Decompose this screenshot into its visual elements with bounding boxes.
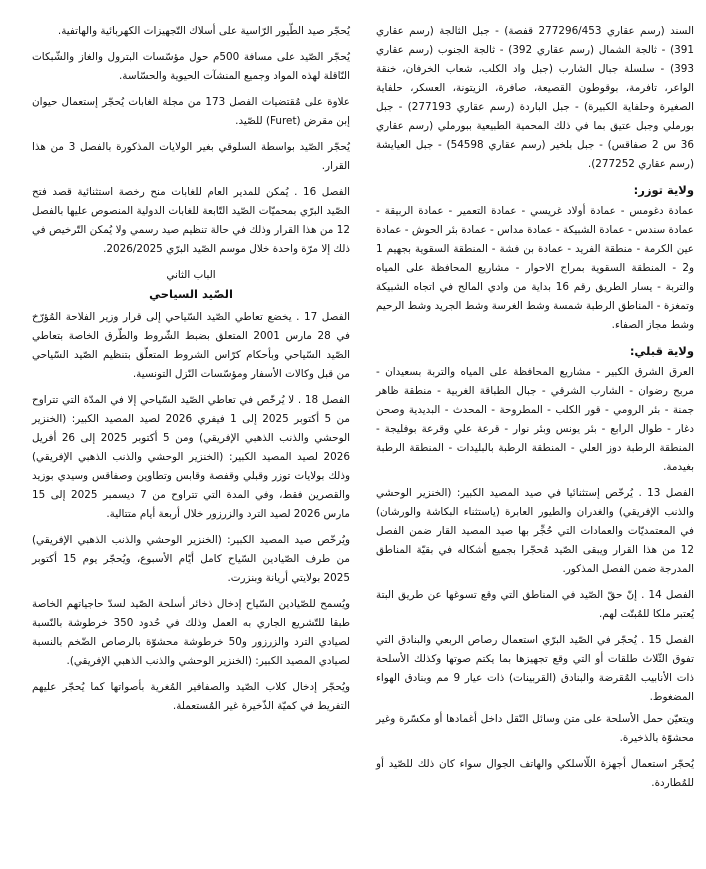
left-column xyxy=(32,22,350,723)
paragraph-chapter-18: الفصل 18 . لا يُرخّص في تعاطي الصّيد السّياحي إلا في المدّة التي تتراوح من 5 أكتوبر 2025 إلى 1 فيفري 2026 لصيد المصيد الكبير: (الخنزير الوحشي والذنب الذهبي الإفريقي) ومن 5 أكتوبر 2025 إلى 26 أفريل 2026 لصيد المصيد الكبير: (الخنزير الوحشي والذنب الذهبي الإفريقي) وذلك بولايات توزر وقبلي وقفصة وقابس وتطاوين وصفاقس وسيدي بوزيد والقصرين فقط، وفي المدة التي تتراوح من 7 ديسمبر 2025 إلى 15 مارس 2026 لصيد الترد والزرزور خلال أربعة أيام متتالية. xyxy=(32,394,351,520)
paragraph-tozeur-zones: عمادة دغومس - عمادة أولاد غريسي - عمادة التعمير - عمادة الربيقة - عمادة سندس - عمادة الشبيكة - عمادة مداس - عمادة بئر الحوش - عمادة عين الكرمة - منطقة الفريد - عمادة بن فشة - المنطقة السقوية بجهيم 1 و2 - المنطقة السقوية بمراح الاحوار - مشاريع المحافظة على المياه والتربة - يسار الطريق رقم 16 بداية من وادي المالح في اتجاه الشبيكة وتمغزة - المناطق الرطبة شمسة وشط الغرسة وشط الجريد وشط الرحيم وشط مجاز الصفاء. xyxy=(376,205,695,331)
paragraph-chapter-14: الفصل 14 . إنّ حقّ الصّيد في المناطق التي وقع تسوغها عن طريق البتة يُعتبر ملكا للمُبتّت لهم. xyxy=(376,589,695,620)
paragraph-500m-ban: يُحجّر الصّيد على مسافة 500م حول مؤسّسات البترول والغاز والشّبكات النّاقلة لهذه المواد وجميع المنشآت الحيوية والحسّاسة. xyxy=(32,51,350,82)
heading-tozeur: ولاية توزر: xyxy=(633,183,694,197)
paragraph-saluki-ban: يُحجّر الصّيد بواسطة السلوقي بغير الولايات المذكورة بالفصل 3 من هذا القرار. xyxy=(32,141,350,172)
part-title: الصّيد السياحي xyxy=(149,287,233,301)
paragraph-ferret-ban: علاوة على مُقتضيات الفصل 173 من مجلة الغابات يُحجّر إستعمال حيوان إبن مقرض (Furet) للصّيد. xyxy=(32,96,350,127)
paragraph-gafsa-mountains: السند (رسم عقاري 277296/453 قفصة) - جبل الثالجة (رسم عقاري 391) - ثالجة الشمال (رسم عقاري 392) - ثالجة الجنوب (رسم عقاري 393) - سلسلة جبال الشارب (جبل واد الكلب، شعاب الخرفان، خنقة الواعر، تافرمة، بوقوطون القصيعة، صافرة، الزيتونة، العسكر، حلفاية الصغيرة وحلفاية الكبيرة) - جبل الباردة (رسم عقاري 277193) - جبل بورملي وجبل عتيق بما في ذلك المحمية الطبيعية ببورملي (رسم عقاري 36 س 2 صفاقس) - جبل بلخير (رسم عقاري 54598) - جبل العيايشة (رسم عقاري 277252). xyxy=(376,25,694,170)
paragraph-chapter-16: الفصل 16 . يُمكن للمدير العام للغابات منح رخصة استثنائية قصد فتح الصّيد البرّي بمحميّات الصّيد التّابعة للغابات الدولية المنصوص عليها بالفصل 12 من هذا القرار وذلك في حالة تنظيم صيد رسمي ولا يُمكن التّرخيص في ذلك إلا مرّة واحدة خلال موسم الصّيد البرّي 2026/2025. xyxy=(32,186,350,255)
paragraph-chapter-13: الفصل 13 . يُرخّص إستثنائيا في صيد المصيد الكبير: (الخنزير الوحشي والذنب الإفريقي) والغدران والطيور العابرة (ياستثناء البكاشة والورشان) في المعتمديّات والعمادات التي حُجِّر بها صيد المصيد القار ضمن الفصل 12 من هذا القرار ويبقى الصّيد مُحجّرا بجميع أشكاله في بقيّة المناطق المدرجة ضمن الفصل المذكور. xyxy=(376,487,694,575)
right-column xyxy=(376,22,694,800)
paragraph-power-lines: يُحجّر صيد الطّيور الرّاسية على أسلاك التّجهيزات الكهربائية والهاتفية. xyxy=(57,25,350,37)
paragraph-weapon-transport: ويتعيّن حمل الأسلحة على متن وسائل النّقل داخل أغمادها أو مكسّرة وغير محشوّة بالذخيرة. xyxy=(376,713,694,744)
paragraph-big-game-days: ويُرخّص صيد المصيد الكبير: (الخنزير الوحشي والذنب الذهبي الإفريقي) من طرف الصّيادين السّياح كامل أيّام الأسبوع، ويُحجّر يوم 15 أكتوبر 2025 بولايتي أريانة وبنزرت. xyxy=(32,534,350,584)
heading-kebili: ولاية قبلي: xyxy=(629,344,694,358)
paragraph-ammunition: ويُسمح للصّيادين السّياح إدخال ذخائر أسلحة الصّيد لسدّ حاجياتهم الخاصة طبقا للتّشريع الجاري به العمل وذلك في حُدود 350 خرطوشة بالنّسبة لصيادي الترد والزرزور و50 خرطوشة محشوّة بالرصاص الضّخم بالنسبة لصيادي المصيد الكبير: (الخنزير الوحشي والذنب الذهبي الإفريقي). xyxy=(32,598,351,667)
paragraph-chapter-15: الفصل 15 . يُحجّر في الصّيد البرّي استعمال رصاص الربعي والبنادق التي تفوق الثّلاث طلقات أو التي وقع تجهيزها بما يكتم صوتها وكذلك الأسلحة ذات الأنابيب المُقرضة والبنادق (القربينات) ذات عيار 9 مم وبنادق الهواء المضغوط. xyxy=(376,634,694,703)
paragraph-kebili-zones: العرق الشرق الكبير - مشاريع المحافظة على المياه والتربة بسعيدان - مربح رضوان - الشارب الشرقي - جبال الطباقة الغربية - منطقة ظاهر جمنة - بئر الرومي - قور الكلب - المطروحة - المحدث - البديدية وصحن دغار - طوال الرابع - بئر يونس وبئر نوار - قرعة علي وقرعة بوفليجة - المنطقة الرطبة دوز العلي - المنطقة الرطبة بالبليدات - المنطقة الرطبة بغيدمة. xyxy=(376,366,694,473)
paragraph-chapter-17: الفصل 17 . يخضع تعاطي الصّيد السّياحي إلى قرار وزير الفلاحة المُؤرّخ في 28 مارس 2001 المتعلق بضبط الشّروط والطّرق الخاصة بتعاطي الصّيد السّياحي وبأحكام كرّاس الشروط المتعلّق بتنظيم الصّيد السّياحي من قبل وكالات الأسفار ومؤسّسات النّزل التونسية. xyxy=(32,311,350,380)
paragraph-dogs-whistles: ويُحجّر إدخال كلاب الصّيد والصفافير المُغرية بأصواتها كما يُحجّر عليهم التفريط في كميّة الذّخيرة غير المُستعملة. xyxy=(32,681,350,712)
part-label: الباب الثاني xyxy=(166,269,216,281)
paragraph-radio-ban: يُحجّر استعمال أجهزة اللّاسلكي والهاتف الجوال سواء كان ذلك للصّيد أو للمُطاردة. xyxy=(376,758,694,789)
